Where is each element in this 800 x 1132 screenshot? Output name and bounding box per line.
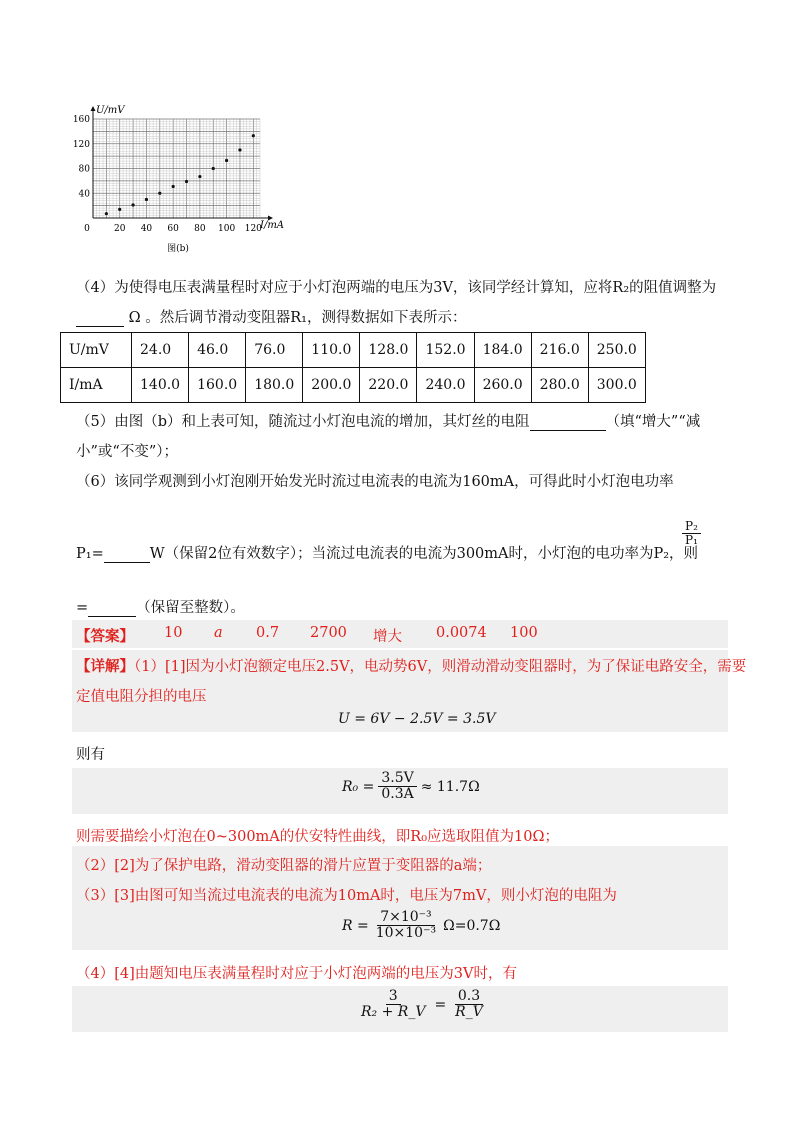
equation-u: U = 6V − 2.5V = 3.5V — [338, 711, 496, 727]
x-tick-label: 80 — [194, 224, 206, 234]
y-tick-label: 40 — [78, 189, 90, 200]
answer-value: 100 — [510, 625, 538, 641]
q4-line2 — [76, 306, 466, 327]
detail-p5: （4）[4]由题知电压表满量程时对应于小灯泡两端的电压为3V时，有 — [76, 966, 517, 982]
data-point — [198, 175, 201, 178]
q6-line1: （6）该同学观测到小灯泡刚开始发光时流过电流表的电流为160mA，可得此时小灯泡电功率 — [76, 474, 674, 490]
detail-p1b: 定值电阻分担的电压 — [76, 689, 207, 705]
q6-ratio-den: P₁ — [685, 533, 698, 548]
q4-answer-blank[interactable] — [76, 312, 124, 327]
equation-r0-den: 0.3A — [381, 786, 414, 803]
x-tick-label: 100 — [218, 224, 236, 234]
y-tick-label: 80 — [78, 164, 90, 175]
equation-r-rhs: Ω=0.7Ω — [443, 917, 501, 934]
equation-r0-num: 3.5V — [378, 771, 416, 787]
equation-ratio-num1: 3 — [386, 989, 401, 1005]
table-row-u — [61, 333, 646, 368]
equation-ratio-num2: 0.3 — [455, 989, 483, 1005]
equation-ratio-den2: R_V — [455, 1004, 483, 1021]
table-cell: 260.0 — [474, 368, 531, 403]
x-tick-label: 0 — [84, 224, 90, 234]
q5-line1 — [76, 410, 700, 431]
data-point — [118, 208, 121, 211]
equation-r — [342, 910, 500, 942]
table-cell: 200.0 — [303, 368, 360, 403]
data-point — [105, 212, 108, 215]
y-tick-label: 120 — [72, 139, 90, 150]
answer-value: 10 — [164, 625, 183, 641]
equation-ratio-right — [452, 989, 486, 1021]
x-tick-label: 20 — [113, 224, 126, 234]
detail-p2: 则需要描绘小灯泡在0~300mA的伏安特性曲线，即R₀应选取阻值为10Ω； — [76, 829, 559, 845]
equation-ratio — [358, 989, 486, 1021]
equation-r-fraction — [373, 910, 439, 942]
detail-p3: （2）[2]为了保护电路，滑动变阻器的滑片应置于变阻器的a端； — [76, 858, 492, 874]
table-cell: 128.0 — [360, 333, 417, 368]
answer-value: a — [214, 625, 223, 641]
equation-r-num: 7×10⁻³ — [377, 910, 434, 926]
q6-line2-text: W（保留2位有效数字）；当流过电流表的电流为300mA时，小灯泡的电功率为P₂，则 — [149, 546, 699, 562]
equation-r0-fraction — [378, 771, 416, 803]
x-tick-label: 60 — [167, 224, 179, 234]
detail-label: 【详解】 — [76, 658, 134, 675]
table-cell: 240.0 — [417, 368, 474, 403]
detail-p1a — [76, 655, 746, 676]
table-header-u: U/mV — [61, 333, 132, 368]
q6-eq-sign: = — [76, 600, 89, 616]
table-cell: 24.0 — [132, 333, 189, 368]
equation-r0 — [342, 771, 480, 803]
q6-line2 — [76, 542, 698, 563]
chart-grid — [93, 119, 260, 218]
q6-line3 — [76, 596, 245, 617]
equation-r0-rhs: ≈ 11.7Ω — [420, 778, 480, 795]
q6-ratio-num: P₂ — [682, 520, 701, 534]
table-cell: 250.0 — [588, 333, 645, 368]
x-tick-label: 120 — [244, 224, 262, 234]
data-point — [212, 167, 215, 170]
table-cell: 160.0 — [189, 368, 246, 403]
table-cell: 110.0 — [303, 333, 360, 368]
answer-line — [76, 625, 538, 646]
x-tick-labels — [84, 224, 262, 234]
table-header-i: I/mA — [61, 368, 132, 403]
table-cell: 300.0 — [588, 368, 645, 403]
q6-ratio-fraction — [682, 520, 701, 547]
equation-ratio-den1: R₂ + R_V — [361, 1004, 426, 1021]
q6-line3-text: （保留至整数）。 — [136, 600, 245, 616]
y-axis-label: U/mV — [96, 105, 125, 116]
answer-value: 增大 — [373, 629, 402, 645]
equation-ratio-left — [358, 989, 428, 1021]
table-cell: 140.0 — [132, 368, 189, 403]
answer-value: 0.0074 — [436, 625, 487, 641]
detail-p1a-text: （1）[1]因为小灯泡额定电压2.5V，电动势6V，则滑动滑动变阻器时，为了保证电路安全，需要 — [134, 659, 747, 675]
detail-then: 则有 — [76, 747, 105, 763]
q5-line1-tail: （填“增大”“减 — [605, 414, 701, 430]
data-point — [145, 198, 148, 201]
equation-r-lhs: R = — [342, 917, 369, 934]
y-tick-label: 160 — [72, 115, 90, 125]
measurement-table — [60, 332, 646, 403]
detail-p4: （3）[3]由图可知当流过电流表的电流为10mA时，电压为7mV，则小灯泡的电阻为 — [76, 888, 617, 904]
data-point — [131, 203, 134, 206]
q5-line1-text: （5）由图（b）和上表可知，随流过小灯泡电流的增加，其灯丝的电阻 — [76, 414, 530, 430]
table-cell: 180.0 — [246, 368, 303, 403]
figure-caption: 图(b) — [167, 244, 189, 254]
data-point — [158, 192, 161, 195]
table-row-i — [61, 368, 646, 403]
q6-p1-blank[interactable] — [104, 548, 150, 563]
equation-r0-lhs: R₀ = — [342, 778, 375, 795]
q6-p1-label: P₁= — [76, 546, 104, 562]
answer-label: 【答案】 — [76, 628, 134, 645]
x-tick-label: 40 — [140, 224, 153, 234]
answer-value: 0.7 — [256, 625, 280, 641]
data-point — [172, 185, 175, 188]
q6-ratio-blank[interactable] — [88, 602, 136, 617]
equation-ratio-eq: = — [434, 996, 447, 1013]
data-point — [225, 159, 228, 162]
table-cell: 184.0 — [474, 333, 531, 368]
x-axis-label: I/mA — [260, 220, 285, 231]
table-cell: 76.0 — [246, 333, 303, 368]
y-tick-labels — [73, 115, 90, 199]
table-cell: 152.0 — [417, 333, 474, 368]
table-cell: 220.0 — [360, 368, 417, 403]
y-axis-arrow — [91, 106, 96, 111]
equation-r-den: 10×10⁻³ — [375, 925, 437, 942]
q4-line2-text: Ω 。然后调节滑动变阻器R₁，测得数据如下表所示： — [128, 310, 467, 326]
q4-line1: （4）为使得电压表满量程时对应于小灯泡两端的电压为3V，该同学经计算知，应将R₂的阻值调整为 — [76, 280, 717, 296]
table-cell: 216.0 — [531, 333, 588, 368]
data-point — [252, 134, 255, 137]
table-cell: 280.0 — [531, 368, 588, 403]
q5-line2: 小”或“不变”）； — [76, 444, 178, 460]
data-point — [238, 148, 241, 151]
u-i-scatter-chart — [60, 100, 300, 260]
table-cell: 46.0 — [189, 333, 246, 368]
data-point — [185, 180, 188, 183]
answer-value: 2700 — [310, 625, 347, 641]
q5-answer-blank[interactable] — [530, 416, 606, 431]
